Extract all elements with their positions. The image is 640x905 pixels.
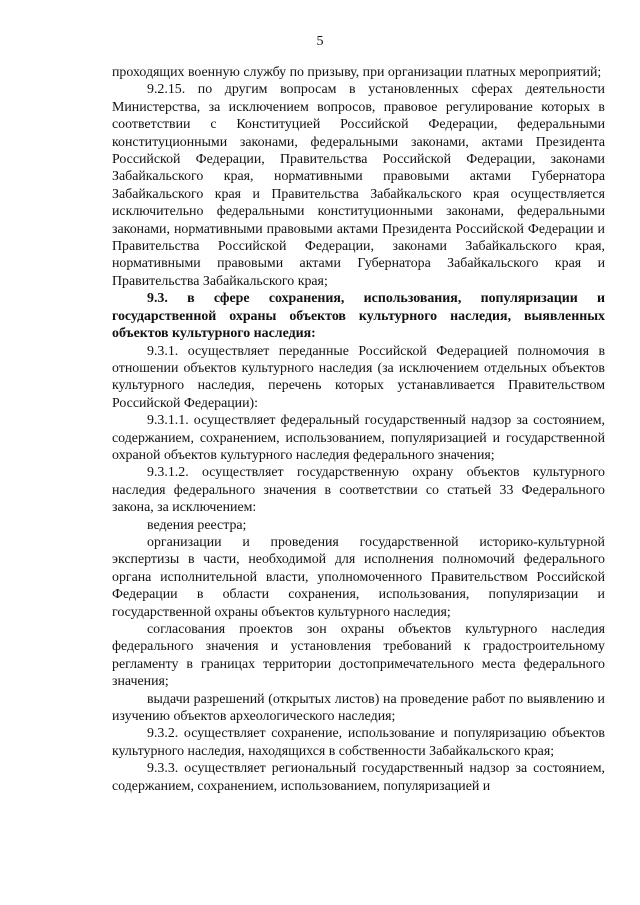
paragraph-9-3-1-1: 9.3.1.1. осуществляет федеральный государственный надзор за состоянием, содержанием, сохранением, использованием, популяризацией и государственной охраной объектов культурного наследия федерального значения; bbox=[112, 413, 605, 463]
list-item-protection-zones: согласования проектов зон охраны объектов культурного наследия федерального значения и установления требований к градостроительному регламенту в границах территории достопримечательного места федерального значения; bbox=[112, 622, 605, 690]
paragraph-9-3-1: 9.3.1. осуществляет переданные Российской Федерацией полномочия в отношении объектов культурного наследия (за исключением отдельных объектов культурного наследия, перечень которых устанавливается Правительством Российской Федерации): bbox=[112, 343, 605, 411]
list-item-registry: ведения реестра; bbox=[147, 517, 247, 533]
paragraph-9-3-1-2: 9.3.1.2. осуществляет государственную охрану объектов культурного наследия федерального значения в соответствии со статьей 33 Федерального закона, за исключением: bbox=[112, 465, 605, 516]
list-item-permits: выдачи разрешений (открытых листов) на проведение работ по выявлению и изучению объектов археологического наследия; bbox=[112, 691, 605, 725]
paragraph-9-2-15: 9.2.15. по другим вопросам в установленных сферах деятельности Министерства, за исключением вопросов, правовое регулирование которых в соответствии с Конституцией Российской Федерации, федеральными конституционными законами, федеральными законами, актами Президента Российской Федерации, Правительства Российской Федерации, законами Забайкальского края, нормативными правовыми актами Губернатора Забайкальского края и Правительства Забайкальского края осуществляется исключительно федеральными конституционными законами, федеральными законами, нормативными правовыми актами Президента Российской Федерации и Правительства Российской Федерации, законами Забайкальского края, нормативными правовыми актами Губернатора Забайкальского края и Правительства Забайкальского края; bbox=[112, 82, 605, 289]
list-item-expertise: организации и проведения государственной историко-культурной экспертизы в части, необходимой для исполнения полномочий федерального органа исполнительной власти, уполномоченного Правительством Российской Федерации в области сохранения, использования, популяризации и государственной охраны объектов культурного наследия; bbox=[112, 534, 605, 620]
document-body bbox=[112, 64, 605, 795]
page-number: 5 bbox=[316, 34, 324, 49]
paragraph-9-3-2: 9.3.2. осуществляет сохранение, использование и популяризацию объектов культурного наследия, находящихся в собственности Забайкальского края; bbox=[112, 726, 605, 759]
paragraph-military-service-continuation: проходящих военную службу по призыву, при организации платных мероприятий; bbox=[112, 65, 602, 80]
section-heading-9-3: 9.3. в сфере сохранения, использования, популяризации и государственной охраны объектов культурного наследия, выявленных объектов культурного наследия: bbox=[112, 291, 605, 342]
paragraph-9-3-3: 9.3.3. осуществляет региональный государственный надзор за состоянием, содержанием, сохранением, использованием, популяризацией и bbox=[112, 761, 605, 794]
